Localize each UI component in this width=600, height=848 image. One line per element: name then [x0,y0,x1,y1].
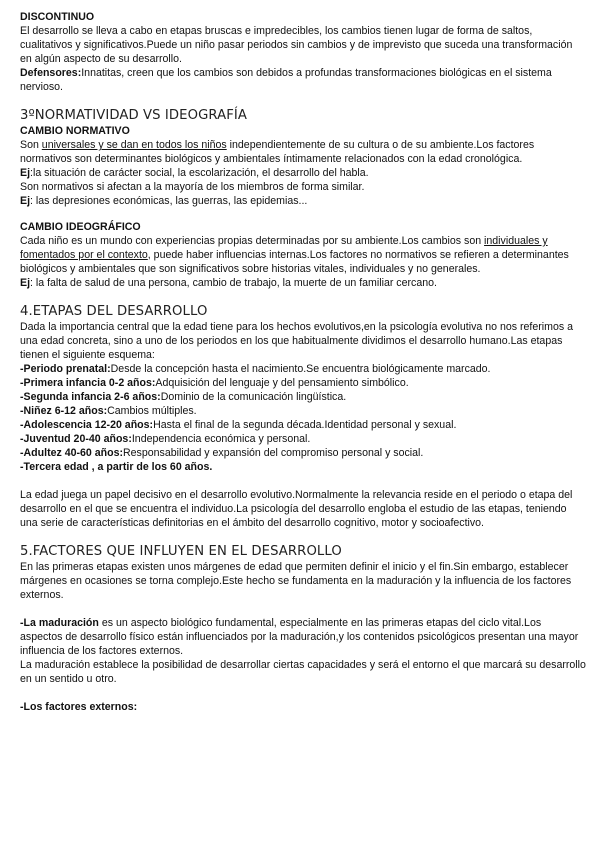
maduracion-label: -La maduración [20,617,99,629]
stage-label: -Adolescencia 12-20 años: [20,419,154,431]
stage-label: -Adultez 40-60 años: [20,447,124,459]
stage-label: -Niñez 6-12 años: [20,405,108,417]
stage-item [20,362,586,376]
defensores-text: Innatitas, creen que los cambios son debidos a profundas transformaciones biológicas en el sistema nervioso. [20,67,552,93]
stage-item [20,376,586,390]
text-run: Son [20,139,42,151]
example-label: Ej [20,277,31,289]
stage-item [20,446,586,460]
example-line [20,276,586,290]
maduracion-note: La maduración establece la posibilidad de desarrollar ciertas capacidades y será el entorno el que marcará su desarrollo en un sentido u otro. [20,659,586,685]
factores-externos-label: -Los factores externos: [20,701,138,713]
defensores-paragraph [20,66,586,94]
underlined-phrase: universales y se dan en todos los niños [41,139,227,151]
factores-intro: En las primeras etapas existen unos márgenes de edad que permiten definir el inicio y el fin.Sin embargo, establecer márgenes en ocasiones se torna complejo.Este hecho se fundamenta en la maduración y la influencia de los factores externos. [20,561,572,601]
document-page [20,10,586,714]
stage-text: Dominio de la comunicación lingüística. [160,391,347,403]
stage-label: -Juventud 20-40 años: [20,433,132,445]
etapas-intro: Dada la importancia central que la edad tiene para los hechos evolutivos,en la psicología evolutiva no nos referimos a una edad concreta, sino a uno de los periodos en los que habitualmente dividimos el desarrollo humano.Las etapas tienen el siguiente esquema: [20,321,573,361]
stage-text: Desde la concepción hasta el nacimiento.Se encuentra biológicamente marcado. [110,363,491,375]
ideografico-paragraph [20,234,586,276]
text-run: Cada niño es un mundo con experiencias propias determinadas por su ambiente.Los cambios son [20,235,485,247]
stage-item [20,404,586,418]
text-run: independientemente de su cultura o de su ambiente.Los factores normativos son determinantes biológicos y ambientales íntimamente relacionados con la edad cronológica. [20,139,535,165]
stage-item [20,460,586,474]
discontinuo-paragraph: El desarrollo se lleva a cabo en etapas bruscas e impredecibles, los cambios tienen lugar de forma de saltos, cualitativos y significativos.Puede un niño pasar periodos sin cambios y de imprevisto que suceda una transformación en algún aspecto de su desarrollo. [20,25,573,65]
stage-label: -Primera infancia 0-2 años: [20,377,156,389]
normativo-paragraph [20,138,586,166]
section-4-heading: 4.ETAPAS DEL DESARROLLO [20,304,208,319]
defensores-label: Defensores: [20,67,82,79]
example-line [20,194,586,208]
example-label: Ej [20,195,31,207]
stage-text: Adquisición del lenguaje y del pensamiento simbólico. [155,377,409,389]
stage-text: Responsabilidad y expansión del compromiso personal y social. [123,447,424,459]
example-line [20,166,586,180]
normativo-note: Son normativos si afectan a la mayoría de los miembros de forma similar. [20,181,365,193]
normativo-title: CAMBIO NORMATIVO [20,125,130,137]
stage-item [20,418,586,432]
underlined-phrase: individuales y fomentados por el contexto [20,235,548,261]
stage-text: Cambios múltiples. [107,405,197,417]
stage-text: Independencia económica y personal. [131,433,311,445]
example-text: : la falta de salud de una persona, cambio de trabajo, la muerte de un familiar cercano. [30,277,437,289]
stage-list [20,362,586,474]
etapas-closing: La edad juega un papel decisivo en el desarrollo evolutivo.Normalmente la relevancia reside en el periodo o etapa del desarrollo en el que se encuentra el individuo.La psicología del desarrollo engloba el estudio de las etapas, teniendo una serie de características definitorias en el ámbito del desarrollo cognitivo, motor y socioafectivo. [20,489,573,529]
stage-label: -Tercera edad , a partir de los 60 años. [20,461,213,473]
example-text: :la situación de carácter social, la escolarización, el desarrollo del habla. [30,167,369,179]
discontinuo-title: DISCONTINUO [20,11,95,23]
stage-text: Hasta el final de la segunda década.Identidad personal y sexual. [153,419,457,431]
section-3-heading: 3ºNORMATIVIDAD VS IDEOGRAFÍA [20,108,248,123]
maduracion-paragraph [20,616,586,658]
example-text: : las depresiones económicas, las guerras, las epidemias... [30,195,308,207]
stage-item [20,432,586,446]
text-run: , puede haber influencias internas.Los factores no normativos se refieren a determinantes biológicos y ambientales que son significativos sobre historias vitales, individuales y no generales. [20,249,569,275]
maduracion-text: es un aspecto biológico fundamental, especialmente en las primeras etapas del ciclo vital.Los aspectos de desarrollo físico están influenciados por la maduración,y los contenidos psicológicos presentan una mayor influencia de los factores externos. [20,617,579,657]
ideografico-title: CAMBIO IDEOGRÁFICO [20,221,141,233]
stage-item [20,390,586,404]
stage-label: -Periodo prenatal: [20,363,111,375]
example-label: Ej [20,167,31,179]
section-5-heading: 5.FACTORES QUE INFLUYEN EN EL DESARROLLO [20,544,342,559]
stage-label: -Segunda infancia 2-6 años: [20,391,161,403]
